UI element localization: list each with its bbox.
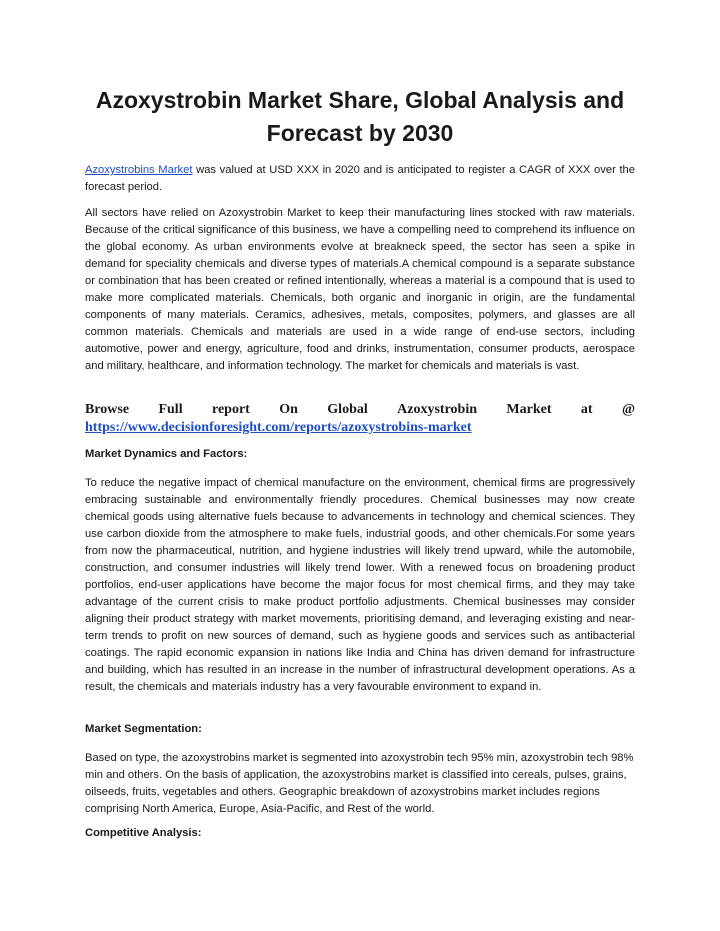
browse-word: at	[580, 402, 593, 417]
browse-word: Azoxystrobin	[397, 402, 478, 417]
document-title: Azoxystrobin Market Share, Global Analysis and Forecast by 2030	[95, 87, 625, 146]
heading-market-segmentation: Market Segmentation:	[85, 723, 202, 735]
browse-report-line	[85, 401, 635, 419]
segmentation-paragraph: Based on type, the azoxystrobins market is segmented into azoxystrobin tech 95% min, azoxystrobin tech 98% min and others. On the basis of application, the azoxystrobins market is classified into cereals, pulses, grains, oilseeds, fruits, vegetables and others. Geographic breakdown of azoxystrobins market includes regions comprising North America, Europe, Asia-Pacific, and Rest of the world.	[85, 752, 634, 815]
heading-market-dynamics: Market Dynamics and Factors:	[85, 448, 248, 460]
browse-word: Global	[327, 402, 368, 417]
intro-paragraph	[85, 162, 635, 196]
browse-word: On	[279, 402, 298, 417]
heading-competitive-analysis: Competitive Analysis:	[85, 827, 202, 839]
dynamics-paragraph: To reduce the negative impact of chemical manufacture on the environment, chemical firms are progressively embracing sustainable and environmentally friendly procedures. Chemical businesses may now create chemical goods using alternative fuels because to advancements in technology and chemical sciences. They use carbon dioxide from the atmosphere to make fuels, industrial goods, and other chemicals.For some years from now the pharmaceutical, nutrition, and hygiene industries will likely trend upward, while the automobile, construction, and consumer industries will likely trend lower. With a renewed focus on broadening product portfolios, end-user applications have become the major focus for most chemical firms, and they may take advantage of the current crisis to make product portfolio adjustments. Chemical businesses may consider aligning their product strategy with market movements, prioritising demand, and leveraging existing and near-term trends to profit on new sources of demand, such as hygiene goods and services such as antibacterial coatings. The rapid economic expansion in nations like India and China has driven demand for infrastructure and building, which has resulted in an increase in the number of infrastructural development operations. As a result, the chemicals and materials industry has a very favourable environment to expand in.	[85, 477, 635, 693]
browse-word: Market	[506, 402, 552, 417]
browse-word: Full	[158, 402, 183, 417]
report-url-link[interactable]: https://www.decisionforesight.com/reports/azoxystrobins-market	[85, 420, 472, 435]
azoxystrobins-market-link[interactable]: Azoxystrobins Market	[85, 164, 193, 176]
sectors-paragraph: All sectors have relied on Azoxystrobin Market to keep their manufacturing lines stocked with raw materials. Because of the critical significance of this business, we have a compelling need to comprehend its influence on the global economy. As urban environments evolve at breakneck speed, the sector has seen a spike in demand for speciality chemicals and diverse types of materials.A chemical compound is a separate substance or combination that has been created or refined intentionally, whereas a material is a compound that is used to make more complicated materials. Chemicals, both organic and inorganic in origin, are the fundamental components of many materials. Ceramics, adhesives, metals, composites, polymers, and glasses are all common materials. Chemicals and materials are used in a wide range of end-use sectors, including automotive, power and energy, agriculture, food and drinks, instrumentation, consumer products, aerospace and military, healthcare, and information technology. The market for chemicals and materials is vast.	[85, 207, 635, 372]
browse-word: Browse	[85, 402, 130, 417]
browse-word: @	[621, 402, 635, 417]
browse-word: report	[211, 402, 250, 417]
browse-report-block	[85, 401, 635, 437]
intro-text: was valued at USD XXX in 2020 and is anticipated to register a CAGR of XXX over the forecast period.	[85, 164, 636, 193]
